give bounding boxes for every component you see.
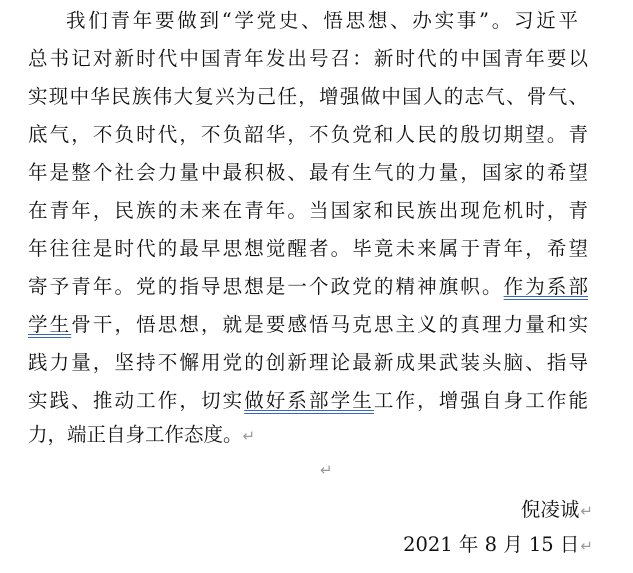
paragraph-line — [28, 384, 588, 418]
text-run: 寄予青年。党的指导思想是一个政党的精神旗帜。 — [28, 275, 504, 298]
paragraph-line: 年是整个社会力量中最积极、最有生气的力量，国家的希望 — [28, 161, 588, 184]
text-run: 工作，增强自身工作能 — [373, 389, 588, 412]
signature-name — [521, 493, 593, 528]
paragraph-line: 年往往是时代的最早思想觉醒者。毕竟未来属于青年，希望 — [28, 237, 588, 260]
paragraph-line: 我们青年要做到“学党史、悟思想、办实事”。习近平 — [66, 9, 578, 32]
author-name: 倪凌诚 — [520, 498, 580, 521]
text-run: 力，端正自身工作态度。 — [28, 423, 243, 446]
paragraph-line: 底气，不负时代，不负韶华，不负党和人民的殷切期望。青 — [28, 123, 588, 146]
signature-date — [403, 528, 593, 563]
underlined-text[interactable]: 学生 — [28, 313, 72, 336]
paragraph-mark-icon: ↵ — [580, 537, 593, 555]
paragraph-line: 总书记对新时代中国青年发出号召：新时代的中国青年要以 — [28, 47, 588, 70]
underlined-text[interactable]: 做好系部学生 — [244, 389, 374, 412]
paragraph-mark-icon: ↵ — [320, 461, 333, 479]
paragraph-mark-icon: ↵ — [242, 427, 256, 445]
paragraph-line: 实现中华民族伟大复兴为己任，增强做中国人的志气、骨气、 — [28, 85, 588, 108]
paragraph-line — [28, 418, 588, 452]
paragraph-mark-icon: ↵ — [580, 502, 593, 520]
paragraph-line: 在青年，民族的未来在青年。当国家和民族出现危机时，青 — [28, 199, 588, 222]
text-run: 骨干，悟思想，就是要感悟马克思主义的真理力量和实 — [71, 313, 588, 336]
paragraph-line — [28, 270, 588, 304]
text-run: 实践、推动工作，切实 — [28, 389, 245, 412]
underlined-text[interactable]: 作为系部 — [503, 275, 588, 298]
paragraph-line — [28, 308, 588, 342]
date-text: 2021 年 8 月 15 日 — [403, 533, 580, 556]
paragraph-line: 践力量，坚持不懈用党的创新理论最新成果武装头脑、指导 — [28, 351, 588, 374]
